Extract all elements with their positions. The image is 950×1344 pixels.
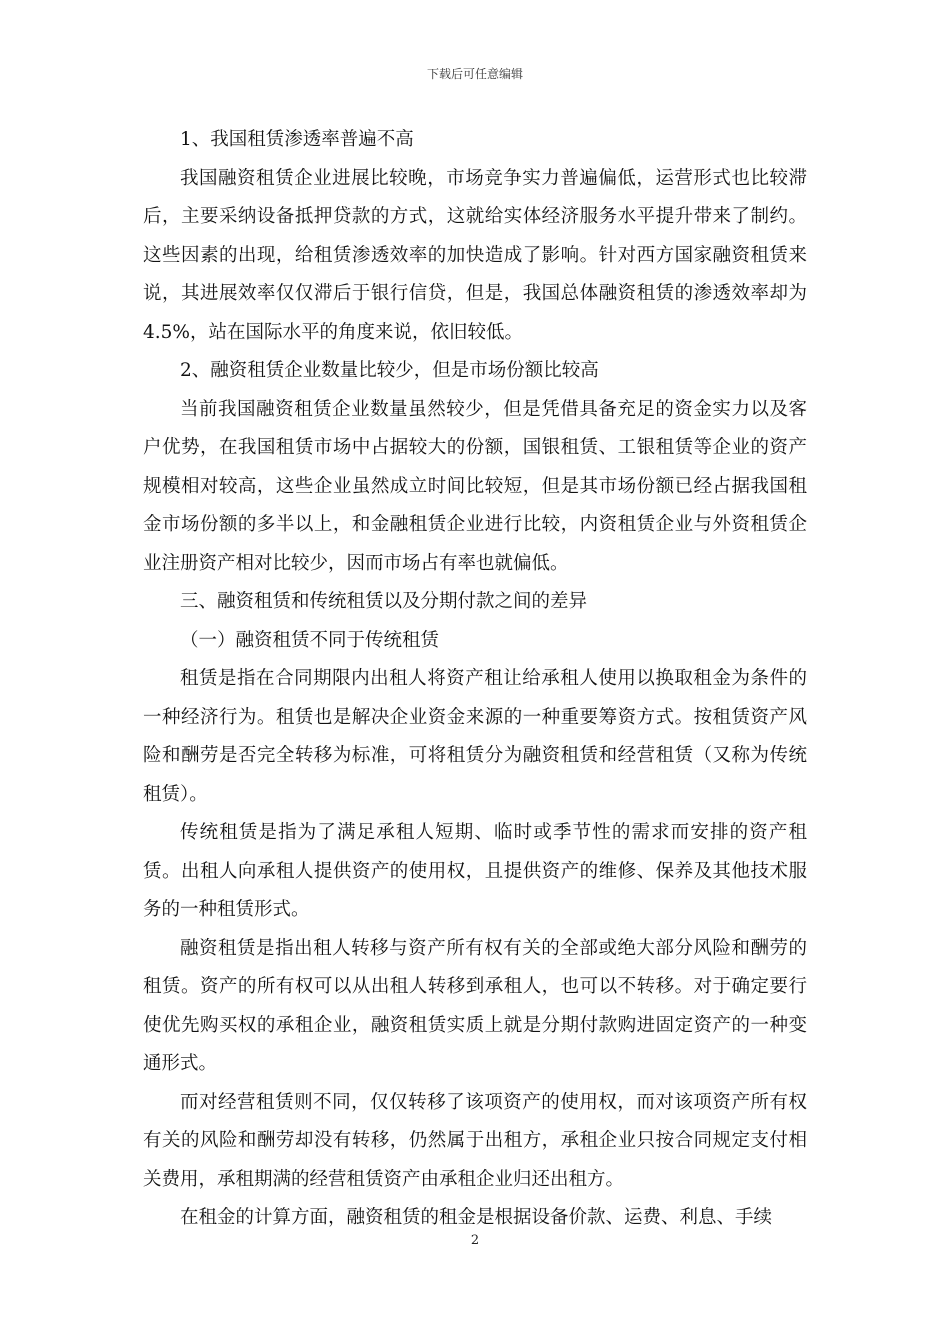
document-body	[143, 121, 807, 1238]
page-number: 2	[470, 1233, 480, 1248]
section-heading-differences: 三、融资租赁和传统租赁以及分期付款之间的差异	[180, 591, 588, 612]
paragraph-financial-leasing: 融资租赁是指出租人转移与资产所有权有关的全部或绝大部分风险和酬劳的租赁。资产的所有权可以从出租人转移到承租人，也可以不转移。对于确定要行使优先购买权的承租企业，融资租赁实质上就是分期付款购进固定资产的一种变通形式。	[143, 937, 807, 1074]
heading-penetration-rate: 1、我国租赁渗透率普遍不高	[180, 129, 414, 150]
paragraph-operating-leasing: 而对经营租赁则不同，仅仅转移了该项资产的使用权，而对该项资产所有权有关的风险和酬劳却没有转移，仍然属于出租方，承租企业只按合同规定支付相关费用，承租期满的经营租赁资产由承租企业归还出租方。	[143, 1091, 807, 1190]
heading-enterprise-count: 2、融资租赁企业数量比较少，但是市场份额比较高	[180, 360, 599, 381]
paragraph-traditional-leasing: 传统租赁是指为了满足承租人短期、临时或季节性的需求而安排的资产租赁。出租人向承租人提供资产的使用权，且提供资产的维修、保养及其他技术服务的一种租赁形式。	[143, 822, 807, 920]
paragraph-leasing-definition: 租赁是指在合同期限内出租人将资产租让给承租人使用以换取租金为条件的一种经济行为。租赁也是解决企业资金来源的一种重要筹资方式。按租赁资产风险和酬劳是否完全转移为标准，可将租赁分为融资租赁和经营租赁（又称为传统租赁）。	[143, 668, 807, 805]
page-header: 下载后可任意编辑	[426, 67, 523, 81]
subsection-heading-traditional-leasing: （一）融资租赁不同于传统租赁	[180, 629, 440, 651]
paragraph-rent-calculation: 在租金的计算方面，融资租赁的租金是根据设备价款、运费、利息、手续	[180, 1207, 773, 1228]
paragraph-penetration-rate: 我国融资租赁企业进展比较晚，市场竞争实力普遍偏低，运营形式也比较滞后，主要采纳设备抵押贷款的方式，这就给实体经济服务水平提升带来了制约。这些因素的出现，给租赁渗透效率的加快造成了影响。针对西方国家融资租赁来说，其进展效率仅仅滞后于银行信贷，但是，我国总体融资租赁的渗透效率却为4.5%，站在国际水平的角度来说，依旧较低。	[143, 167, 807, 343]
paragraph-enterprise-count: 当前我国融资租赁企业数量虽然较少，但是凭借具备充足的资金实力以及客户优势，在我国租赁市场中占据较大的份额，国银租赁、工银租赁等企业的资产规模相对较高，这些企业虽然成立时间比较短，但是其市场份额已经占据我国租金市场份额的多半以上，和金融租赁企业进行比较，内资租赁企业与外资租赁企业注册资产相对比较少，因而市场占有率也就偏低。	[143, 398, 807, 574]
